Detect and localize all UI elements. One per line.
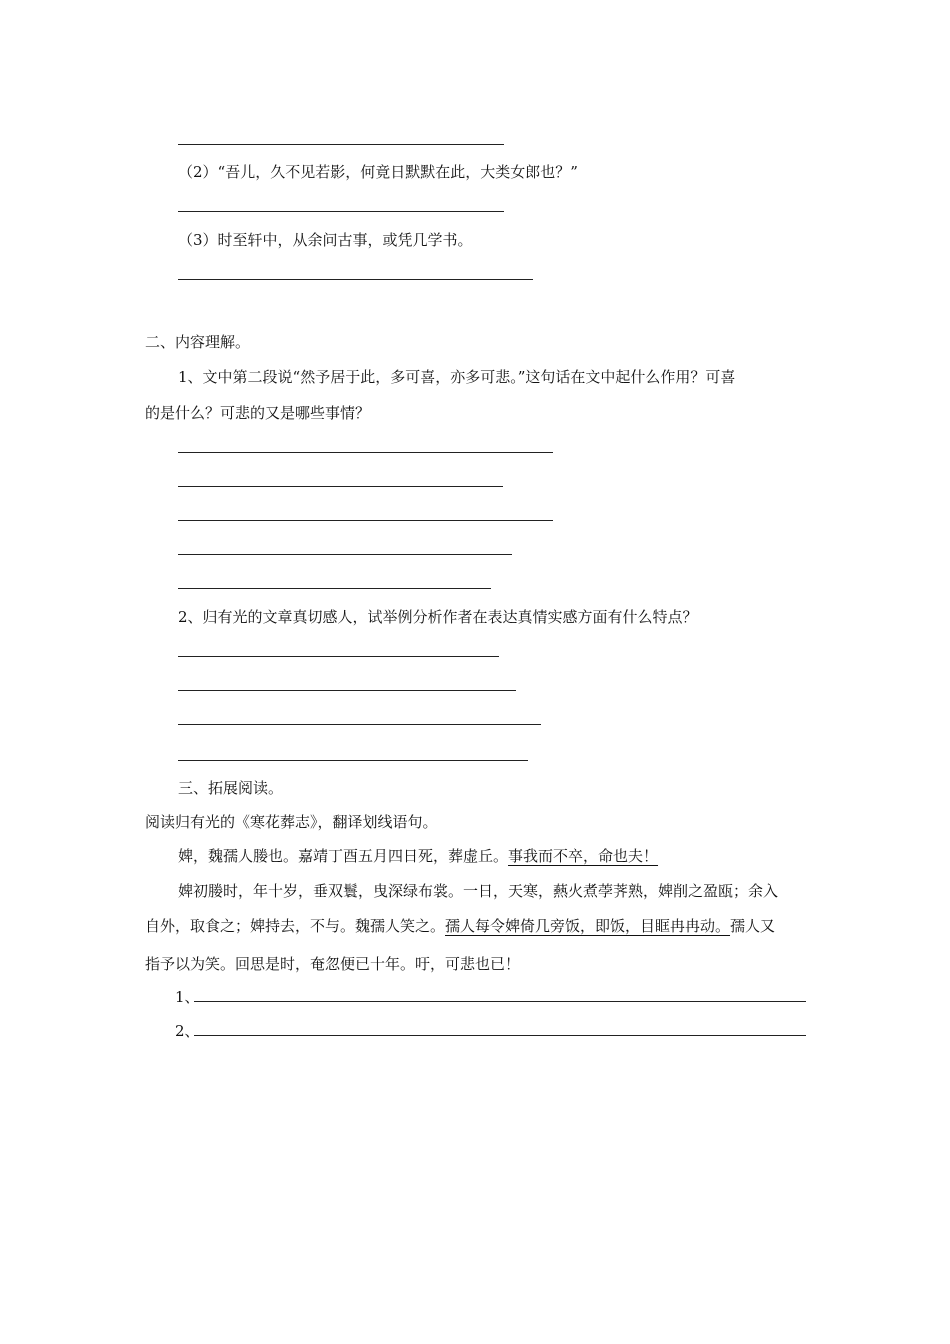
answer-line[interactable] bbox=[178, 211, 504, 212]
passage-line bbox=[145, 915, 775, 936]
answer-line[interactable] bbox=[178, 452, 553, 453]
answer-line[interactable] bbox=[178, 554, 512, 555]
question-text: 的是什么？可悲的又是哪些事情？ bbox=[145, 404, 371, 422]
answer-line[interactable] bbox=[178, 656, 499, 657]
section-heading: 二、内容理解。 bbox=[145, 333, 251, 351]
passage-line: 指予以为笑。回思是时，奄忽便已十年。吁，可悲也已！ bbox=[145, 955, 521, 973]
question-text: 2、归有光的文章真切感人，试举例分析作者在表达真情实感方面有什么特点？ bbox=[178, 608, 698, 626]
answer-line[interactable] bbox=[194, 1035, 806, 1036]
answer-line[interactable] bbox=[178, 690, 516, 691]
question-3: （3）时至轩中，从余问古事，或凭几学书。 bbox=[178, 231, 473, 249]
section-heading: 三、拓展阅读。 bbox=[178, 779, 284, 797]
answer-line[interactable] bbox=[178, 486, 503, 487]
underlined-sentence: 孺人每令婢倚几旁饭，即饭，目眶冉冉动。 bbox=[445, 917, 731, 935]
underlined-sentence: 事我而不卒，命也夫！ bbox=[508, 847, 659, 865]
answer-line[interactable] bbox=[178, 588, 491, 589]
answer-line[interactable] bbox=[178, 520, 553, 521]
answer-line[interactable] bbox=[178, 724, 541, 725]
passage-text: 孺人又 bbox=[730, 917, 776, 935]
answer-line[interactable] bbox=[178, 144, 504, 145]
passage-line bbox=[178, 845, 658, 866]
answer-label: 1、 bbox=[175, 988, 200, 1006]
answer-line[interactable] bbox=[178, 760, 528, 761]
answer-label: 2、 bbox=[175, 1022, 200, 1040]
answer-line[interactable] bbox=[178, 279, 533, 280]
question-text: 1、文中第二段说“然予居于此，多可喜，亦多可悲。”这句话在文中起什么作用？可喜 bbox=[178, 368, 736, 386]
passage-text: 婢，魏孺人媵也。嘉靖丁酉五月四日死，葬虚丘。 bbox=[178, 847, 509, 865]
question-2: （2）“吾儿，久不见若影，何竟日默默在此，大类女郎也？” bbox=[178, 163, 578, 181]
passage-line: 婢初媵时，年十岁，垂双鬟，曳深绿布裳。一日，天寒，爇火煮荸荠熟，婢削之盈瓯；余入 bbox=[178, 882, 779, 900]
instruction-text: 阅读归有光的《寒花葬志》，翻译划线语句。 bbox=[145, 813, 438, 831]
passage-text: 自外，取食之；婢持去，不与。魏孺人笑之。 bbox=[145, 917, 446, 935]
answer-line[interactable] bbox=[194, 1001, 806, 1002]
